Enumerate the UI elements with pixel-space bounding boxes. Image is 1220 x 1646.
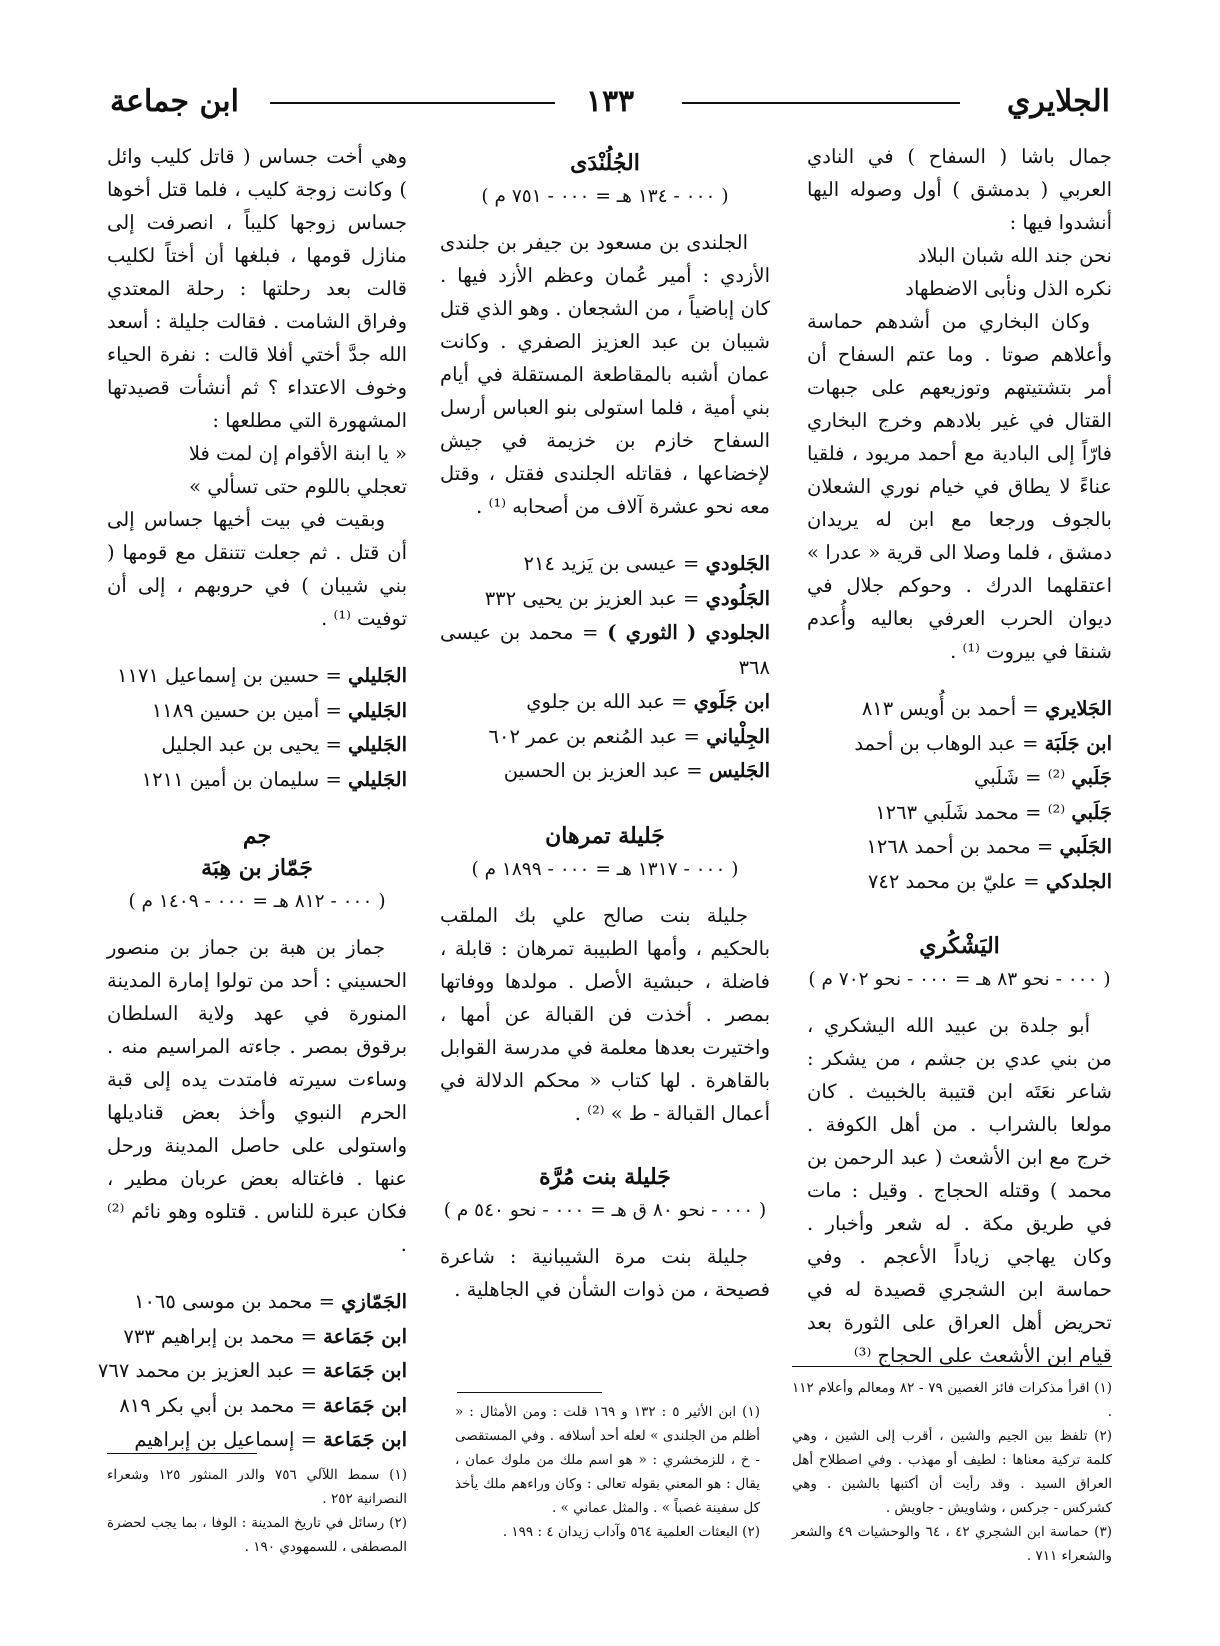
running-header [110, 82, 1110, 122]
column-middle [440, 140, 770, 1306]
footnote: (١) سمط اللآلي ٧٥٦ والدر المنثور ١٢٥ وشعراء النصرانية ٢٥٢ . [107, 1467, 407, 1507]
verse-line: نكره الذل ونأبى الاضطهاد [905, 277, 1112, 300]
paragraph: وكان البخاري من أشدهم حماسة وأعلاهم صوتا . وما عتم السفاح أن أمر بتشتيتهم وتوزيعهم على جبهات القتال في غير بلادهم وخرج البخاري فارّاً إلى البادية مع أحمد مريود ، فلقيا عناءً لا يطاق في خيام نوري الشعلان بالجوف ورجعا مع ابن له يريدان دمشق ، فلما وصلا الى قرية « عدرا » اعتقلهما الدرك . وحوكم جلال في ديوان الحرب العرفي بعاليه وأُعدم شنقا في بيروت ⁽¹⁾ . [807, 310, 1112, 663]
cross-reference: ابن جَلَبَة = عبد الوهاب بن أحمد [854, 731, 1112, 755]
entry-dates: ( ٠٠٠ - ٨١٢ هـ = ٠٠٠ - ١٤٠٩ م ) [128, 891, 386, 912]
cross-reference: ابن جَمَاعة = إسماعيل بن إبراهيم [134, 1428, 407, 1451]
entry-body: جليلة بنت مرة الشيبانية : شاعرة فصيحة ، من ذوات الشأن في الجاهلية . [440, 1244, 770, 1301]
entry-body: الجلندى بن مسعود بن جيفر بن جلندى الأزدي : أمير عُمان وعظم الأزد فيها . كان إباضياً ، من الشجعان . وهو الذي قتل شيبان بن عبد العزيز الصفري . وكانت عمان أشبه بالمقاطعة المستقلة في أيام بني أمية ، فلما استولى بنو العباس أرسل السفاح خازم بن خزيمة في جيش لإخضاعها ، فقاتله الجلندى فقتل ، وقتل معه نحو عشرة آلاف من أصحابه ⁽¹⁾ . [440, 231, 770, 518]
footnotes-middle [455, 1400, 760, 1544]
footnote: (٢) تلفظ بين الجيم والشين ، أقرب إلى الشين ، وهي كلمة تركية معناها : لطيف أو مهذب . وفي اصطلاح أهل العراق السيد . وقد رأيت أن أكتبها بالشين . وهي كشركس - جركس ، وشاويش - جاويش . [792, 1428, 1112, 1516]
entry-title: اليَشْكُري [919, 933, 1000, 959]
entry-dates: ( ٠٠٠ - ١٣١٧ هـ = ٠٠٠ - ١٨٩٩ م ) [471, 858, 739, 880]
cross-reference: جَلَبي ⁽²⁾ = محمد شَلَبي ١٢٦٣ [875, 800, 1112, 824]
footnote: (١) ابن الأثير ٥ : ١٣٢ و ١٦٩ قلت : ومن الأمثال : « أظلم من الجلندى » لعله أحد أسلافه . وفي المستقصى - خ ، للزمخشري : « هو اسم ملك من ملوك عمان ، يقال : هو المعني بقوله تعالى : وكان وراءهم ملك يأخذ كل سفينة غصباً » . والمثل عماني » . [455, 1404, 760, 1516]
footnote: (٢) البعثات العلمية ٥٦٤ وآداب زيدان ٤ : ١٩٩ . [502, 1524, 760, 1540]
entry-body: أبو جلدة بن عبيد الله اليشكري ، من بني عدي بن جشم ، من يشكر : شاعر نعَتَه ابن قتيبة بالخبيث . كان مولعا بالشراب . من أهل الكوفة . خرج مع ابن الأشعث ( عبد الرحمن بن محمد ) وقتله الحجاج . وقيل : مات في طريق مكة . له شعر وأخبار . وكان يهاجي زياداً الأعجم . وفي حماسة ابن الشجري قصيدة له في تحريض أهل العراق على الثورة بعد قيام ابن الأشعث على الحجاج ⁽³⁾ [807, 1014, 1112, 1367]
cross-reference: ابن جَمَاعة = عبد العزيز بن محمد ٧٦٧ [97, 1359, 407, 1382]
footnote-rule [792, 1366, 1112, 1367]
cross-reference: الجَلايري = أحمد بن أُويس ٨١٣ [861, 697, 1112, 720]
cross-reference: الجَليلي = حسين بن إسماعيل ١١٧١ [117, 664, 407, 687]
cross-reference: الجَليلي = سليمان بن أمين ١٢١١ [141, 767, 407, 791]
cross-reference: جَلَبي ⁽²⁾ = شَلَبي [974, 766, 1112, 789]
verse-line: تعجلي باللوم حتى تسألي » [189, 475, 407, 498]
page-number: ١٣٣ [585, 84, 635, 119]
footnote-rule [457, 1392, 602, 1393]
entry-title: الجُلُنْدَى [570, 150, 640, 176]
entry-title: جَليلة بنت مُرَّة [539, 1163, 671, 1190]
paragraph: وبقيت في بيت أخيها جساس إلى أن قتل . ثم جعلت تتنقل مع قومها ( بني شيبان ) في حروبهم ، إلى أن توفيت ⁽¹⁾ . [107, 508, 407, 630]
cross-reference: ابن جَمَاعة = محمد بن إبراهيم ٧٣٣ [123, 1324, 407, 1348]
entry-dates: ( ٠٠٠ - ١٣٤ هـ = ٠٠٠ - ٧٥١ م ) [481, 186, 729, 207]
column-left [97, 140, 407, 1458]
cross-reference: ابن جَلَوي = عبد الله بن جلوي [526, 690, 770, 713]
paragraph: جمال باشا ( السفاح ) في النادي العربي ( بدمشق ) أول وصوله اليها أنشدوا فيها : [807, 145, 1112, 234]
cross-reference: الجلدكي = عليّ بن محمد ٧٤٢ [867, 869, 1112, 893]
header-rule-left [270, 102, 555, 104]
footnote: (١) اقرأ مذكرات فائز الغصين ٧٩ - ٨٢ ومعالم وأعلام ١١٢ . [792, 1380, 1112, 1420]
entry-dates: ( ٠٠٠ - نحو ٨٣ هـ = ٠٠٠ - نحو ٧٠٢ م ) [808, 969, 1111, 990]
cross-reference: الجِلْياني = عبد المُنعم بن عمر ٦٠٢ [488, 724, 770, 748]
header-first-entry: الجلايري [1006, 84, 1110, 119]
cross-reference: ابن جَمَاعة = محمد بن أبي بكر ٨١٩ [119, 1393, 407, 1417]
cross-reference: الجَليس = عبد العزيز بن الحسين [503, 759, 770, 782]
cross-reference: الجَمّازي = محمد بن موسى ١٠٦٥ [133, 1290, 407, 1313]
cross-reference: الجَليلي = أمين بن حسين ١١٨٩ [151, 698, 407, 722]
footnotes-right [792, 1376, 1112, 1568]
entry-dates: ( ٠٠٠ - نحو ٨٠ ق هـ = ٠٠٠ - نحو ٥٤٠ م ) [443, 1199, 767, 1221]
entry-title: جَليلة تمرهان [545, 822, 665, 849]
verse-line: « يا ابنة الأقوام إن لمت فلا [188, 442, 407, 465]
entry-body: جماز بن هبة بن جماز بن منصور الحسيني : أحد من تولوا إمارة المدينة المنورة في عهد ولاية السلطان برقوق بمصر . جاءته المراسيم منه . وساءت سيرته فامتدت يده إلى قبة الحرم النبوي وأخذ بعض قناديلها واستولى على حاصل المدينة ورحل عنها . فاغتاله بعض عربان مطير ، فكان عبرة للناس . قتلوه وهو نائم ⁽²⁾ . [107, 936, 407, 1256]
cross-reference: الجلودي ( الثوري ) = محمد بن عيسى ٣٦٨ [440, 621, 770, 679]
column-right [807, 140, 1112, 1372]
entry-title: جَمّاز بن هِبَة [201, 855, 313, 881]
footnotes-left [107, 1463, 407, 1559]
entry-body: جليلة بنت صالح علي بك الملقب بالحكيم ، وأمها الطبيبة تمرهان : قابلة ، فاضلة ، حبشية الأصل . مولدها ووفاتها بمصر . أخذت فن القبالة عن أمها ، واختيرت بعدها معلمة في مدرسة القوابل بالقاهرة . لها كتاب « محكم الدلالة في أعمال القبالة - ط » ⁽²⁾ . [440, 903, 770, 1125]
cross-reference: الجَلُودي = عبد العزيز بن يحيى ٣٣٢ [484, 586, 770, 610]
footnote-rule [107, 1453, 257, 1454]
footnote: (٢) رسائل في تاريخ المدينة : الوفا ، بما يجب لحضرة المصطفى ، للسمهودي ١٩٠ . [107, 1515, 407, 1555]
cross-reference: الجَلودي = عيسى بن يَزيد ٢١٤ [523, 552, 770, 575]
cross-reference: الجَلَبي = محمد بن أحمد ١٢٦٨ [866, 835, 1112, 858]
letter-group-label: جم [242, 823, 272, 849]
header-last-entry: ابن جماعة [110, 84, 239, 119]
footnote: (٣) حماسة ابن الشجري ٤٢ ، ٦٤ والوحشيات ٤٩ والشعر والشعراء ٧١١ . [792, 1524, 1112, 1564]
cross-reference: الجَليلي = يحيى بن عبد الجليل [161, 733, 407, 756]
verse-line: نحن جند الله شبان البلاد [917, 244, 1112, 267]
paragraph: وهي أخت جساس ( قاتل كليب وائل ) وكانت زوجة كليب ، فلما قتل أخوها جساس زوجها كليباً ، انصرفت إلى منازل قومها ، فبلغها أن أختاً لكليب قالت بعد رحلتها : رحلة المعتدي وفراق الشامت . فقالت جليلة : أسعد الله جدَّ أختي أفلا قالت : نفرة الحياء وخوف الاعتداء ؟ ثم أنشأت قصيدتها المشهورة التي مطلعها : [107, 145, 407, 432]
